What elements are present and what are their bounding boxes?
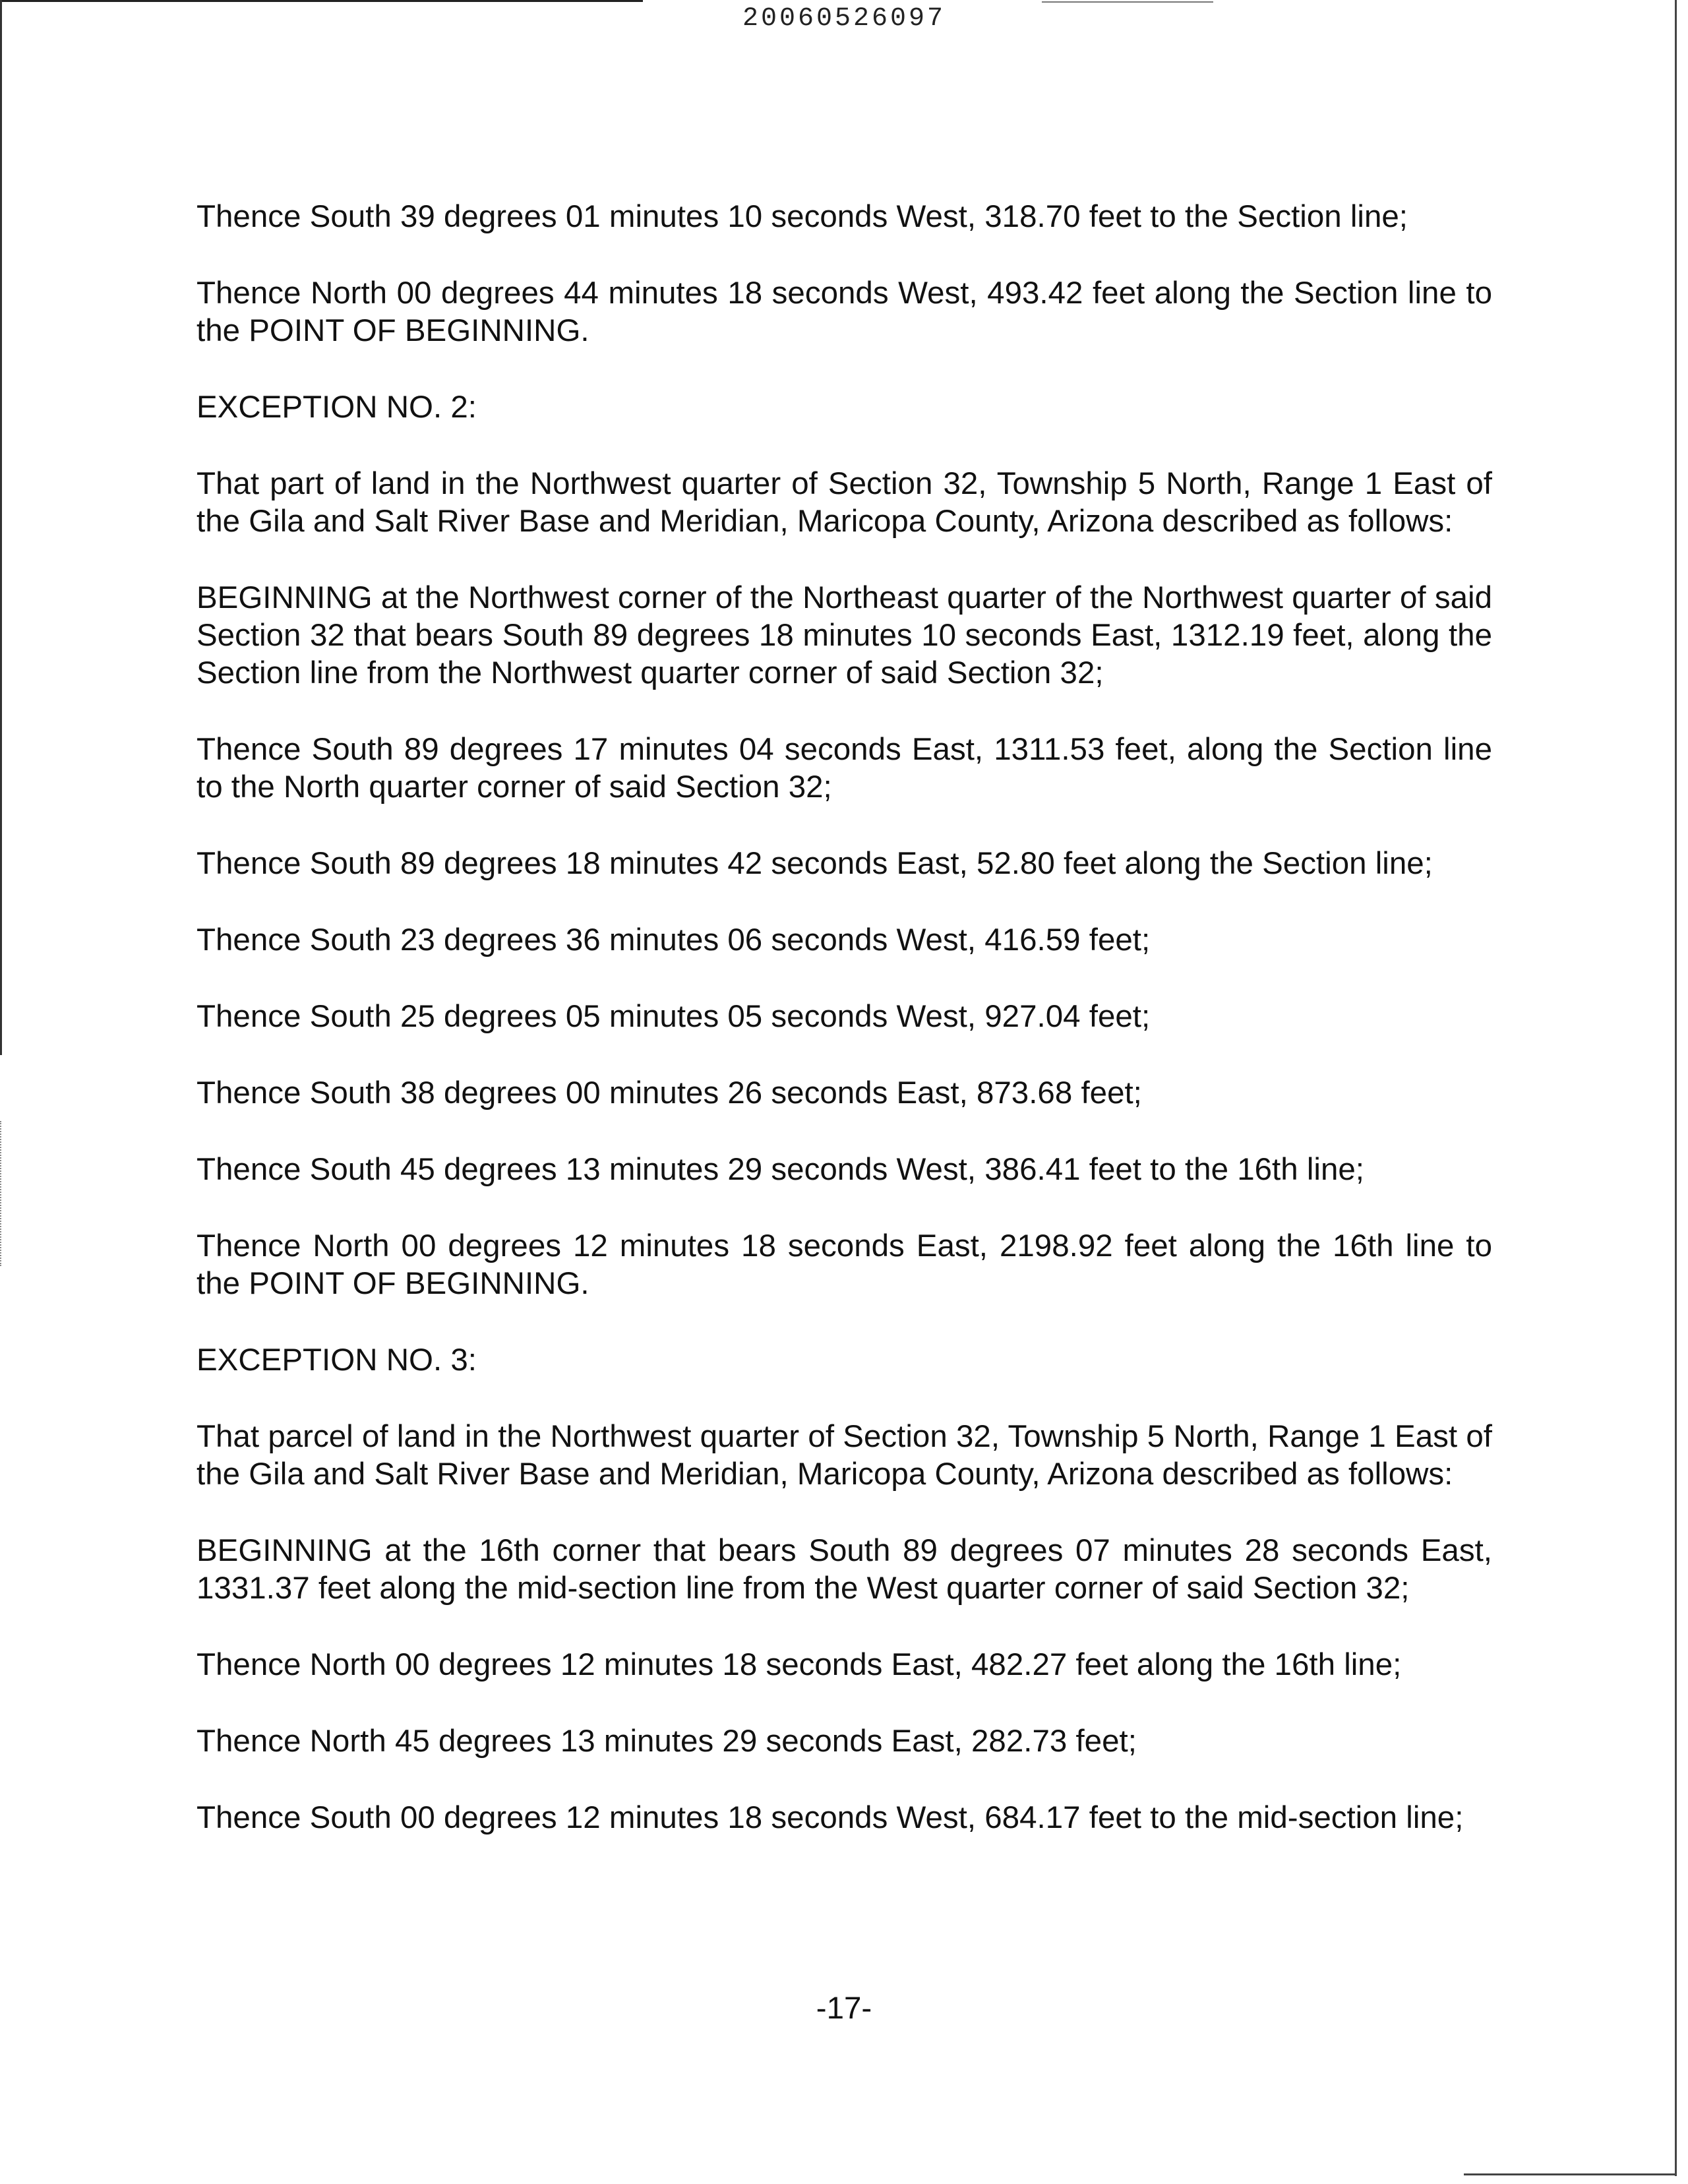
scan-edge-top-right [1042,1,1213,3]
scan-edge-left [0,0,2,1055]
paragraph: Thence South 23 degrees 36 minutes 06 seconds West, 416.59 feet; [196,923,1151,957]
scan-edge-left-dotted [0,1121,3,1266]
paragraph: Thence South 45 degrees 13 minutes 29 seconds West, 386.41 feet to the 16th line; [196,1152,1364,1187]
paragraph: Thence South 89 degrees 17 minutes 04 seconds East, 1311.53 feet, along the Section line to the North quarter corner of said Section 32; [196,732,1492,804]
paragraph: Thence South 38 degrees 00 minutes 26 seconds East, 873.68 feet; [196,1076,1142,1110]
paragraph: Thence South 89 degrees 18 minutes 42 seconds East, 52.80 feet along the Section line; [196,846,1433,881]
legal-description-body [196,198,1492,1875]
paragraph: Thence South 25 degrees 05 minutes 05 seconds West, 927.04 feet; [196,999,1151,1034]
scan-edge-top [0,0,643,2]
exception-heading: EXCEPTION NO. 2: [196,390,477,425]
exception-heading: EXCEPTION NO. 3: [196,1343,477,1378]
paragraph: Thence North 45 degrees 13 minutes 29 seconds East, 282.73 feet; [196,1724,1137,1759]
recording-number: 20060526097 [742,4,946,34]
paragraph: Thence North 00 degrees 44 minutes 18 seconds West, 493.42 feet along the Section line to the POINT OF BEGINNING. [196,276,1492,348]
paragraph: Thence South 39 degrees 01 minutes 10 seconds West, 318.70 feet to the Section line; [196,199,1408,234]
paragraph: Thence South 00 degrees 12 minutes 18 seconds West, 684.17 feet to the mid-section line; [196,1800,1464,1835]
paragraph: Thence North 00 degrees 12 minutes 18 seconds East, 482.27 feet along the 16th line; [196,1647,1402,1682]
paragraph: BEGINNING at the 16th corner that bears South 89 degrees 07 minutes 28 seconds East, 1331.37 feet along the mid-section line from the West quarter corner of said Section 32; [196,1533,1492,1606]
scan-edge-right [1675,0,1677,2176]
paragraph: That part of land in the Northwest quarter of Section 32, Township 5 North, Range 1 East of the Gila and Salt River Base and Meridian, Maricopa County, Arizona described as follows: [196,466,1492,539]
scan-edge-bottom [1464,2173,1676,2175]
page-number: -17- [816,1991,872,2026]
paragraph: BEGINNING at the Northwest corner of the Northeast quarter of the Northwest quarter of said Section 32 that bears South 89 degrees 18 minutes 10 seconds East, 1312.19 feet, along the Section line from the Northwest quarter corner of said Section 32; [196,580,1492,690]
paragraph: That parcel of land in the Northwest quarter of Section 32, Township 5 North, Range 1 East of the Gila and Salt River Base and Meridian, Maricopa County, Arizona described as follows: [196,1419,1492,1492]
paragraph: Thence North 00 degrees 12 minutes 18 seconds East, 2198.92 feet along the 16th line to the POINT OF BEGINNING. [196,1228,1492,1301]
